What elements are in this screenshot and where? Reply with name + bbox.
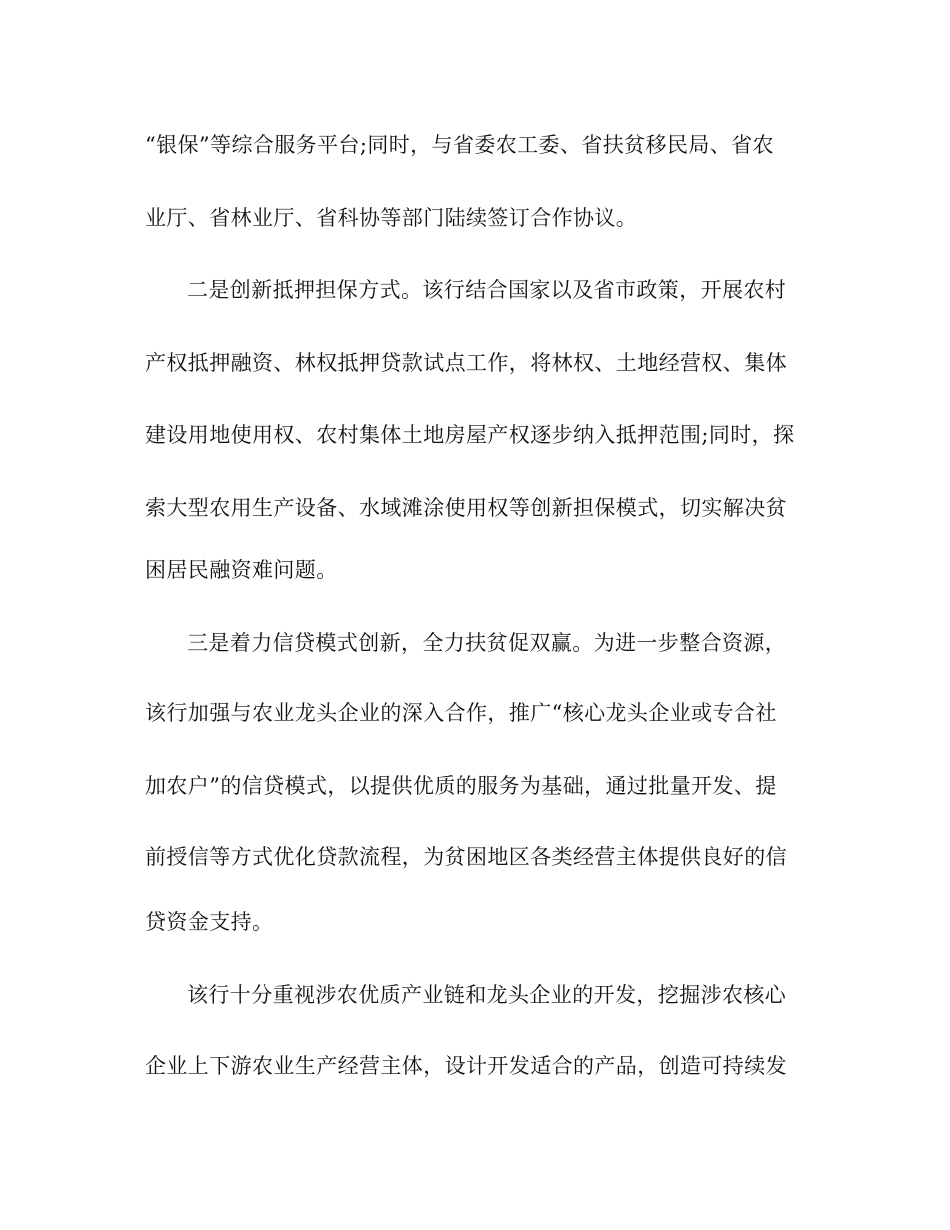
text-line-6: 索大型农用生产设备、水域滩涂使用权等创新担保模式，切实解决贫 [145,496,787,520]
paragraph-3-line-1: 三是着力信贷模式创新，全力扶贫促双赢。为进一步整合资源， [187,631,787,655]
text-line-9: 该行加强与农业龙头企业的深入合作，推广“核心龙头企业或专合社 [145,701,777,725]
text-line-12: 贷资金支持。 [145,910,274,934]
text-line-11: 前授信等方式优化贷款流程，为贫困地区各类经营主体提供良好的信 [145,845,787,869]
text-line-7: 困居民融资难问题。 [145,558,338,582]
text-line-2: 业厅、省林业厅、省科协等部门陆续签订合作协议。 [145,206,638,230]
text-line-14: 企业上下游农业生产经营主体，设计开发适合的产品，创造可持续发 [145,1054,787,1078]
text-line-4: 产权抵押融资、林权抵押贷款试点工作，将林权、土地经营权、集体 [145,351,787,375]
text-line-5: 建设用地使用权、农村集体土地房屋产权逐步纳入抵押范围;同时，探 [145,423,795,447]
text-line-10: 加农户”的信贷模式，以提供优质的服务为基础，通过批量开发、提 [145,774,777,798]
text-line-1: “银保”等综合服务平台;同时，与省委农工委、省扶贫移民局、省农 [145,133,774,157]
paragraph-2-line-1: 二是创新抵押担保方式。该行结合国家以及省市政策，开展农村 [187,278,787,302]
paragraph-4-line-1: 该行十分重视涉农优质产业链和龙头企业的开发，挖掘涉农核心 [187,983,787,1007]
